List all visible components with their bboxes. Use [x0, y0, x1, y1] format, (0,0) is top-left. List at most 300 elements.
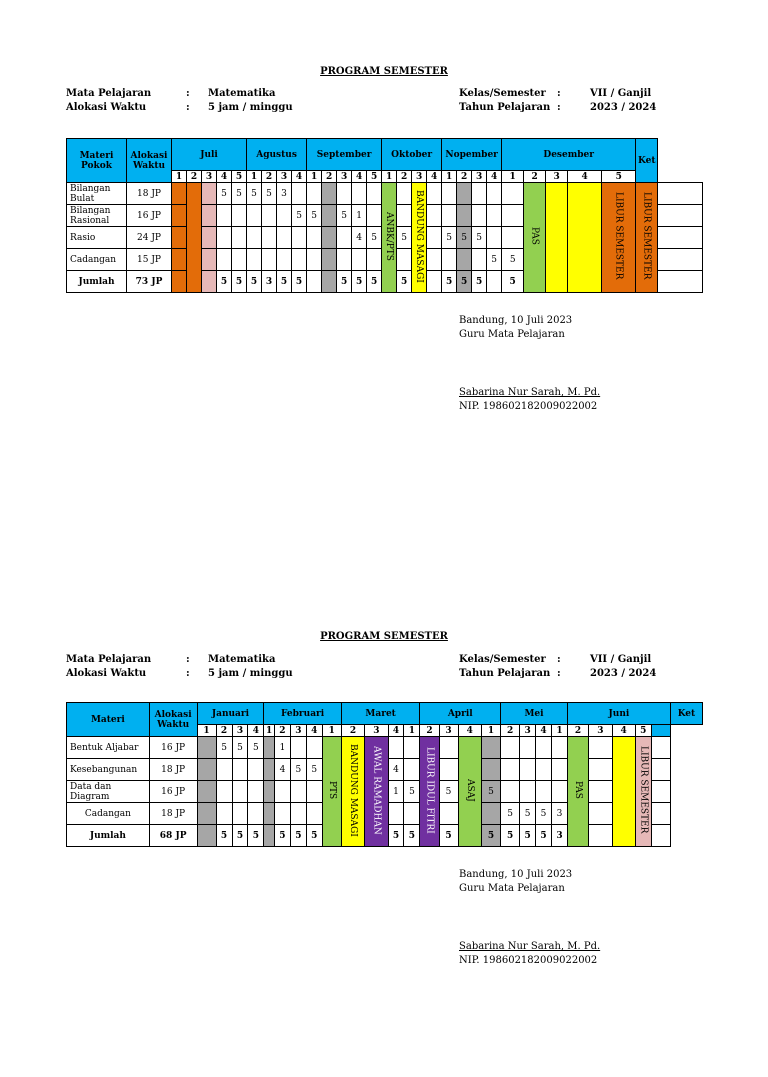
week-cell [216, 781, 232, 803]
week-cell [217, 249, 232, 271]
week-number: 1 [264, 725, 275, 737]
week-cell [337, 183, 352, 205]
pas-label: PAS [573, 781, 584, 799]
week-cell [404, 803, 420, 825]
week-cell [232, 205, 247, 227]
ket-cell [651, 803, 670, 825]
week-cell [352, 249, 367, 271]
week-cell: 5 [337, 205, 352, 227]
ket-cell [658, 183, 703, 205]
week-cell: 3 [551, 825, 567, 847]
week-cell [551, 759, 567, 781]
signature-block [459, 314, 600, 414]
ket-cell [651, 781, 670, 803]
week-cell: 3 [277, 183, 292, 205]
week-cell [306, 781, 322, 803]
week-cell [439, 759, 458, 781]
alokasi-cell: 18 JP [127, 183, 172, 205]
week-number: 2 [524, 171, 546, 183]
sheet-2 [0, 565, 768, 1077]
week-number: 1 [307, 171, 322, 183]
libur-semester-label: LIBUR SEMESTER [638, 746, 649, 834]
libur-semester-cell [636, 183, 658, 293]
right-info [459, 653, 656, 681]
info-value: VII / Ganjil [590, 88, 652, 99]
week-cell [292, 227, 307, 249]
week-cell [404, 759, 420, 781]
week-cell: 5 [290, 825, 306, 847]
week-cell [367, 205, 382, 227]
info-label: Mata Pelajaran [66, 88, 152, 99]
yellow-cell [568, 183, 602, 293]
week-cell: 4 [352, 227, 367, 249]
week-cell [202, 249, 217, 271]
info-label: Tahun Pelajaran [459, 102, 551, 113]
week-cell [172, 249, 187, 271]
week-cell [197, 803, 216, 825]
header-month: Februari [264, 703, 341, 725]
week-number: 2 [322, 171, 337, 183]
week-cell: 5 [481, 825, 500, 847]
week-cell [397, 183, 412, 205]
week-cell [322, 205, 337, 227]
week-number: 1 [481, 725, 500, 737]
week-cell: 5 [502, 249, 524, 271]
week-number: 1 [382, 171, 397, 183]
week-cell [589, 803, 612, 825]
week-cell [502, 205, 524, 227]
week-cell: 1 [352, 205, 367, 227]
week-cell: 5 [404, 781, 420, 803]
masagi-cell [412, 183, 427, 293]
week-number: 4 [568, 171, 602, 183]
week-cell [439, 737, 458, 759]
week-cell [487, 271, 502, 293]
week-cell [197, 759, 216, 781]
week-cell [427, 227, 442, 249]
week-cell: 5 [367, 227, 382, 249]
week-cell: 1 [274, 737, 290, 759]
week-cell [404, 737, 420, 759]
libur-semester-cell [602, 183, 636, 293]
week-cell [290, 781, 306, 803]
week-cell: 5 [306, 759, 322, 781]
week-cell [502, 227, 524, 249]
week-cell [367, 183, 382, 205]
header-alokasi: Alokasi Waktu [149, 703, 197, 737]
week-cell [306, 803, 322, 825]
week-cell: 5 [248, 825, 264, 847]
header-month: Desember [502, 139, 636, 171]
week-number: 5 [602, 171, 636, 183]
week-cell [322, 227, 337, 249]
week-number: 3 [472, 171, 487, 183]
week-cell: 5 [502, 271, 524, 293]
week-cell [501, 759, 520, 781]
week-cell [248, 781, 264, 803]
page-title: PROGRAM SEMESTER [320, 631, 448, 642]
ket-cell [658, 271, 703, 293]
week-number: 2 [397, 171, 412, 183]
alokasi-cell: 16 JP [149, 737, 197, 759]
week-number: 4 [388, 725, 404, 737]
week-cell [397, 205, 412, 227]
week-cell [487, 205, 502, 227]
week-cell [172, 227, 187, 249]
week-number: 2 [262, 171, 277, 183]
signer-nip: NIP. 198602182009022002 [459, 955, 598, 966]
week-number: 1 [404, 725, 420, 737]
header-month: Juni [567, 703, 670, 725]
week-cell [232, 249, 247, 271]
week-cell [427, 271, 442, 293]
alokasi-cell: 68 JP [149, 825, 197, 847]
info-label: Alokasi Waktu [66, 102, 147, 113]
week-number: 4 [306, 725, 322, 737]
info-sep: : [557, 654, 561, 665]
info-sep: : [186, 102, 190, 113]
ket-cell [658, 205, 703, 227]
week-cell: 5 [472, 227, 487, 249]
week-number: 1 [442, 171, 457, 183]
alokasi-cell: 16 JP [149, 781, 197, 803]
week-cell [264, 737, 275, 759]
header-ket: Ket [670, 703, 702, 725]
week-number: 2 [457, 171, 472, 183]
materi-cell: Rasio [67, 227, 127, 249]
week-cell [501, 781, 520, 803]
week-cell [264, 803, 275, 825]
week-number: 4 [458, 725, 481, 737]
anbk-pts-label: ANBK/PTS [384, 211, 395, 261]
week-number: 2 [567, 725, 588, 737]
week-cell: 5 [306, 825, 322, 847]
week-cell [520, 737, 536, 759]
week-cell [442, 205, 457, 227]
signer-name: Sabarina Nur Sarah, M. Pd. [459, 387, 601, 398]
header-month: Oktober [382, 139, 442, 171]
week-cell [262, 205, 277, 227]
week-cell [216, 803, 232, 825]
week-cell [388, 737, 404, 759]
week-number: 2 [501, 725, 520, 737]
week-cell: 5 [292, 271, 307, 293]
week-cell [472, 205, 487, 227]
holiday-cell [187, 183, 202, 293]
info-sep: : [186, 668, 190, 679]
anbk-pts-cell [382, 183, 397, 293]
table-body [67, 737, 703, 847]
info-value: 2023 / 2024 [590, 668, 657, 679]
yellow-cell [612, 737, 635, 847]
week-cell [487, 183, 502, 205]
ket-cell [651, 825, 670, 847]
week-cell [202, 271, 217, 293]
info-value: 2023 / 2024 [590, 102, 657, 113]
week-cell: 5 [352, 271, 367, 293]
materi-cell: Bilangan Rasional [67, 205, 127, 227]
table-row [67, 183, 703, 205]
week-cell: 3 [551, 803, 567, 825]
libur-semester-cell [635, 737, 651, 847]
libur-semester-label: LIBUR SEMESTER [613, 192, 624, 280]
schedule-table [66, 138, 703, 293]
week-cell: 5 [232, 271, 247, 293]
week-cell: 5 [248, 737, 264, 759]
week-cell [520, 781, 536, 803]
week-cell [277, 227, 292, 249]
week-number: 1 [172, 171, 187, 183]
info-label: Tahun Pelajaran [459, 668, 551, 679]
week-number: 4 [487, 171, 502, 183]
ket-cell [658, 227, 703, 249]
week-cell: 5 [217, 183, 232, 205]
week-cell: 5 [232, 825, 248, 847]
header-month: April [420, 703, 501, 725]
header-materi: Materi [67, 703, 150, 737]
week-cell: 5 [439, 825, 458, 847]
week-cell: 5 [388, 825, 404, 847]
week-cell [520, 759, 536, 781]
week-number: 3 [412, 171, 427, 183]
week-cell [247, 205, 262, 227]
week-cell [589, 737, 612, 759]
week-number: 3 [337, 171, 352, 183]
week-cell [481, 803, 500, 825]
week-cell [457, 249, 472, 271]
week-cell [481, 759, 500, 781]
ramadhan-cell [365, 737, 388, 847]
info-value: Matematika [208, 88, 276, 99]
week-cell [487, 227, 502, 249]
week-cell [589, 781, 612, 803]
week-cell: 1 [388, 781, 404, 803]
week-cell [427, 249, 442, 271]
week-number: 4 [292, 171, 307, 183]
week-number: 2 [274, 725, 290, 737]
week-cell [262, 227, 277, 249]
week-cell [442, 183, 457, 205]
week-cell: 5 [501, 825, 520, 847]
header-month: Juli [172, 139, 247, 171]
week-number: 1 [322, 725, 341, 737]
week-cell [172, 205, 187, 227]
materi-cell: Jumlah [67, 271, 127, 293]
signer-nip: NIP. 198602182009022002 [459, 401, 598, 412]
info-label: Alokasi Waktu [66, 668, 147, 679]
ket-cell [651, 725, 670, 737]
week-cell [292, 249, 307, 271]
week-cell [589, 825, 612, 847]
week-cell [290, 803, 306, 825]
week-cell [277, 205, 292, 227]
pts-label: PTS [326, 780, 337, 800]
week-cell [217, 205, 232, 227]
week-number: 3 [520, 725, 536, 737]
header-month: Agustus [247, 139, 307, 171]
week-cell [457, 205, 472, 227]
sheet-1 [0, 0, 768, 512]
schedule-table [66, 702, 703, 847]
week-cell [197, 781, 216, 803]
info-label: Mata Pelajaran [66, 654, 152, 665]
left-info [66, 87, 293, 115]
week-cell [322, 249, 337, 271]
week-cell: 5 [439, 781, 458, 803]
week-cell [536, 781, 552, 803]
week-number: 3 [546, 171, 568, 183]
info-value: 5 jam / minggu [208, 102, 293, 113]
week-cell [274, 803, 290, 825]
week-number: 5 [232, 171, 247, 183]
week-number: 5 [635, 725, 651, 737]
week-number: 4 [536, 725, 552, 737]
materi-cell: Bentuk Aljabar [67, 737, 150, 759]
place-date: Bandung, 10 Juli 2023 [459, 315, 573, 326]
idul-fitri-cell [420, 737, 439, 847]
week-cell [536, 737, 552, 759]
left-info [66, 653, 293, 681]
alokasi-cell: 18 JP [149, 759, 197, 781]
week-cell: 5 [397, 271, 412, 293]
week-cell [306, 737, 322, 759]
asaj-cell [458, 737, 481, 847]
week-cell [197, 825, 216, 847]
week-number: 4 [612, 725, 635, 737]
pts-cell [322, 737, 341, 847]
week-cell [248, 803, 264, 825]
week-cell [290, 737, 306, 759]
week-cell [264, 781, 275, 803]
week-cell: 5 [232, 183, 247, 205]
week-cell: 5 [232, 737, 248, 759]
right-info [459, 87, 656, 115]
ket-cell [658, 249, 703, 271]
info-value: 5 jam / minggu [208, 668, 293, 679]
ket-cell [651, 737, 670, 759]
header-ket: Ket [636, 139, 658, 183]
signer-role: Guru Mata Pelajaran [459, 883, 565, 894]
week-cell [307, 183, 322, 205]
header-month: Januari [197, 703, 264, 725]
week-number: 1 [197, 725, 216, 737]
week-number: 2 [187, 171, 202, 183]
week-cell: 5 [520, 825, 536, 847]
info-label: Kelas/Semester [459, 88, 546, 99]
week-cell [262, 249, 277, 271]
alokasi-cell: 18 JP [149, 803, 197, 825]
table-row [67, 737, 703, 759]
materi-cell: Cadangan [67, 803, 150, 825]
week-number: 4 [217, 171, 232, 183]
week-number: 3 [202, 171, 217, 183]
libur-semester-label: LIBUR SEMESTER [641, 192, 652, 280]
week-cell [217, 227, 232, 249]
week-cell: 5 [217, 271, 232, 293]
alokasi-cell: 73 JP [127, 271, 172, 293]
week-number: 3 [589, 725, 612, 737]
week-cell [307, 249, 322, 271]
week-cell: 5 [247, 183, 262, 205]
week-cell [322, 183, 337, 205]
header-month: Mei [501, 703, 568, 725]
week-cell [292, 183, 307, 205]
week-cell: 5 [216, 737, 232, 759]
week-cell [172, 183, 187, 205]
week-cell [551, 781, 567, 803]
info-sep: : [557, 102, 561, 113]
week-cell [322, 271, 337, 293]
week-cell: 5 [442, 271, 457, 293]
header-month: Nopember [442, 139, 502, 171]
pas-label: PAS [529, 227, 540, 245]
week-cell [264, 759, 275, 781]
masagi-label: BANDUNG MASAGI [348, 743, 359, 837]
week-cell [247, 249, 262, 271]
materi-cell: Bilangan Bulat [67, 183, 127, 205]
week-cell [427, 183, 442, 205]
header-alokasi: Alokasi Waktu [127, 139, 172, 183]
week-cell [197, 737, 216, 759]
week-cell [337, 249, 352, 271]
info-sep: : [557, 88, 561, 99]
week-cell [551, 737, 567, 759]
week-cell: 5 [247, 271, 262, 293]
pas-cell [567, 737, 588, 847]
week-cell [501, 737, 520, 759]
week-cell [232, 781, 248, 803]
week-cell [232, 803, 248, 825]
info-sep: : [557, 668, 561, 679]
week-cell [352, 183, 367, 205]
week-cell [232, 759, 248, 781]
header-month: September [307, 139, 382, 171]
week-cell [388, 803, 404, 825]
place-date: Bandung, 10 Juli 2023 [459, 869, 573, 880]
week-cell: 5 [216, 825, 232, 847]
week-cell: 4 [274, 759, 290, 781]
week-cell: 5 [397, 227, 412, 249]
week-cell [472, 249, 487, 271]
week-cell [277, 249, 292, 271]
week-cell [439, 803, 458, 825]
alokasi-cell: 16 JP [127, 205, 172, 227]
week-number: 3 [277, 171, 292, 183]
idul-fitri-label: LIBUR IDUL FITRI [424, 746, 435, 834]
week-cell [457, 183, 472, 205]
materi-cell: Kesebangunan [67, 759, 150, 781]
week-cell [216, 759, 232, 781]
pas-cell [524, 183, 546, 293]
table-body [67, 183, 703, 293]
week-cell [472, 183, 487, 205]
week-number: 3 [290, 725, 306, 737]
asaj-label: ASAJ [464, 778, 475, 802]
week-cell [202, 205, 217, 227]
week-cell: 5 [404, 825, 420, 847]
week-cell: 5 [536, 803, 552, 825]
materi-cell: Data dan Diagram [67, 781, 150, 803]
info-sep: : [186, 88, 190, 99]
week-number: 3 [439, 725, 458, 737]
week-number: 1 [502, 171, 524, 183]
week-number: 2 [420, 725, 439, 737]
week-cell [274, 781, 290, 803]
week-cell: 5 [277, 271, 292, 293]
week-cell: 3 [262, 271, 277, 293]
week-cell: 5 [262, 183, 277, 205]
week-number: 4 [427, 171, 442, 183]
